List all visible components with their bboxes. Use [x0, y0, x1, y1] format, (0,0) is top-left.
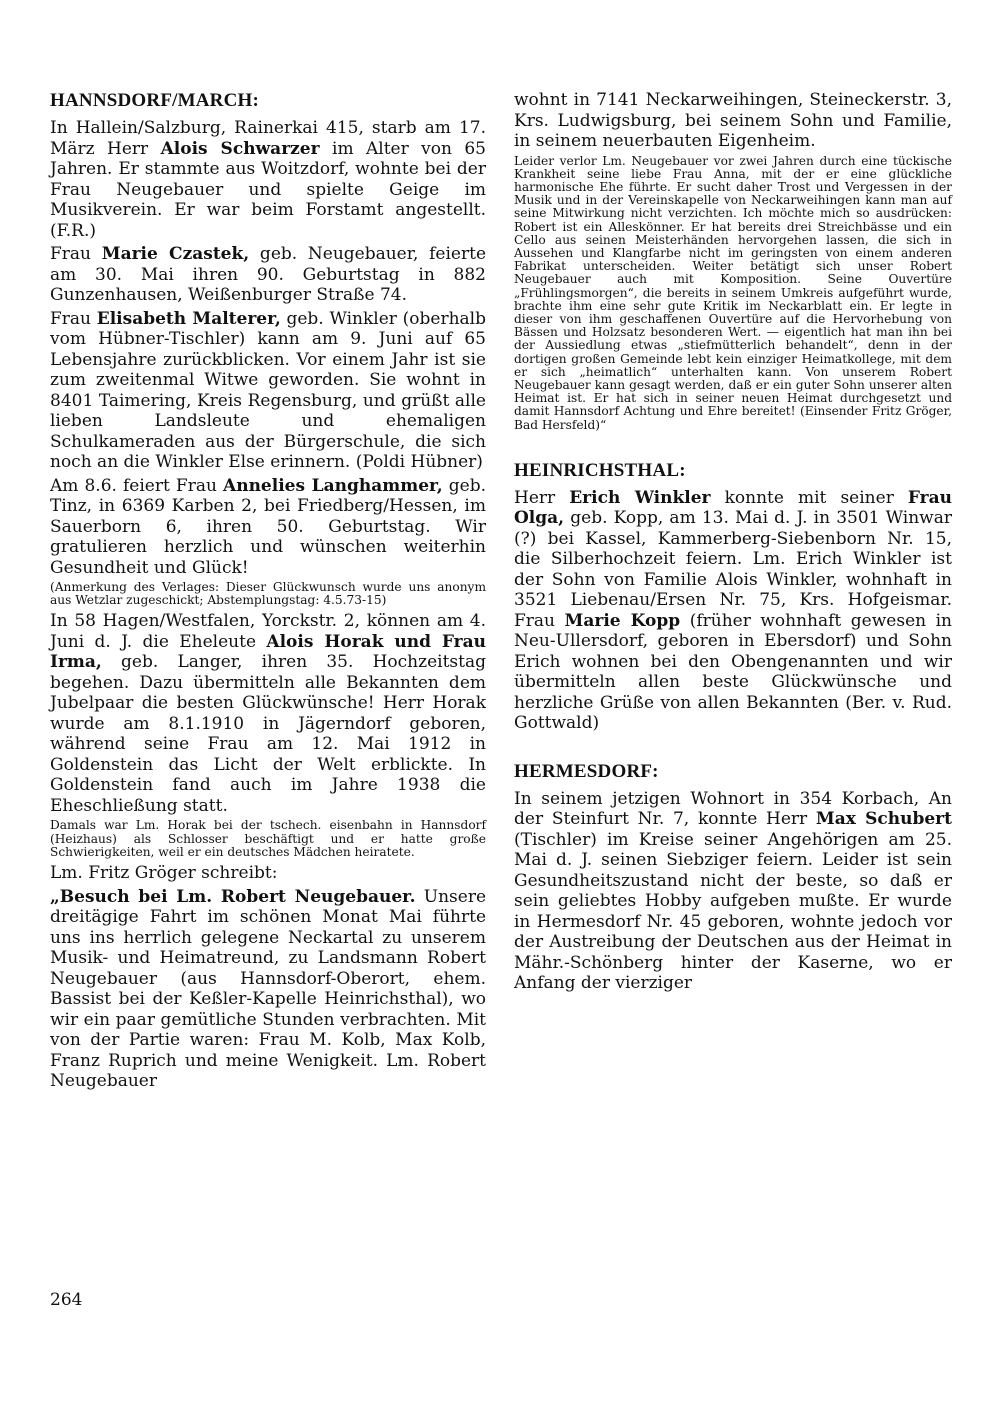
section-heading-hermesdorf: HERMESDORF:: [514, 760, 659, 782]
paragraph: [514, 488, 952, 734]
text: konnte mit seiner: [710, 487, 908, 508]
paragraph: [514, 789, 952, 994]
text: geb. Neugebauer, feierte am 30. Mai ihren 90. Geburtstag in 882 Gunzenhausen, Weißenburger Straße 74.: [50, 244, 487, 305]
name-bold: Marie Czastek,: [101, 244, 250, 264]
paragraph: wohnt in 7141 Neckarweihingen, Steineckerstr. 3, Krs. Ludwigsburg, bei seinem Sohn und Familie, in seinem neuerbauten Eigenheim.: [514, 90, 952, 151]
article-title-bold: „Besuch bei Lm. Robert Neugebauer.: [50, 886, 416, 907]
text: (Tischler) im Kreise seiner Angehörigen am 25. Mai d. J. seinen Siebziger feiern. Leider ist sein Gesundheitszustand nicht der beste, so daß er sein geliebtes Hobby aufgeben mußte. Er wurde in Hermesdorf Nr. 45 geboren, wohnte jedoch vor der Austreibung der Deutschen aus der Heimat in Mähr.-Schönberg hinter der Kaserne, wo er Anfang der vierziger: [514, 829, 952, 994]
text: In seinem jetzigen Wohnort in 354 Korbach, An der Steinfurt Nr. 7, konnte Herr: [514, 788, 952, 830]
text: geb. Winkler (oberhalb vom Hübner-Tischler) kann am 9. Juni auf 65 Lebensjahre zurückblicken. Vor einem Jahr ist sie zum zweitenmal Witwe geworden. Sie wohnt in 8401 Taimering, Kreis Regensburg, und grüßt alle lieben Landsleute und ehemaligen Schulkameraden aus der Bürgerschule, die sich noch an die Winkler Else erinnern. (Poldi Hübner): [50, 308, 486, 472]
right-column: [514, 90, 952, 997]
page-number: 264: [50, 1290, 83, 1310]
text: Frau: [50, 244, 102, 264]
name-bold: Erich Winkler: [569, 487, 711, 508]
section-heading-heinrichsthal: HEINRICHSTHAL:: [514, 459, 686, 481]
paragraph: Lm. Fritz Gröger schreibt:: [50, 863, 278, 884]
text: Am 8.6. feiert Frau: [50, 475, 224, 496]
name-bold: Alois Horak und Frau Irma,: [50, 631, 486, 673]
paragraph: [50, 244, 486, 306]
text: Unsere dreitägige Fahrt im schönen Monat Mai führte uns ins herrlich gelegene Neckartal zu unserem Musik- und Heimatreund, zu Landsmann Robert Neugebauer (aus Hannsdorf-Oberort, ehem. Bassist bei der Keßler-Kapelle Heinrichsthal), wo wir ein paar gemütliche Stunden verbrachten. Mit von der Partie waren: Frau M. Kolb, Max Kolb, Franz Ruprich und meine Wenigkeit. Lm. Robert Neugebauer: [50, 886, 487, 1092]
name-bold: Frau Olga,: [514, 487, 952, 529]
publisher-note: (Anmerkung des Verlages: Dieser Glückwunsch wurde uns anonym aus Wetzlar zugeschickt; Abstemplungstag: 4.5.73-15): [50, 580, 486, 608]
text: In 58 Hagen/Westfalen, Yorckstr. 2, können am 4. Juni d. J. die Eheleute: [50, 611, 486, 652]
text: In Hallein/Salzburg, Rainerkai 415, starb am 17. März Herr: [50, 118, 486, 159]
paragraph: [50, 118, 486, 241]
text: Herr: [514, 487, 570, 508]
text: geb. Langer, ihren 35. Hochzeitstag begehen. Dazu übermitteln alle Bekannten dem Jubelpaar die besten Glückwünsche! Herr Horak wurde am 8.1.1910 in Jägerndorf geboren, während seine Frau am 12. Mai 1912 in Goldenstein das Licht der Welt erblickte. In Goldenstein fand auch im Jahre 1938 die Eheschließung statt.: [50, 652, 486, 816]
text: (früher wohnhaft gewesen in Neu-Ullersdorf, geboren in Ebersdorf) und Sohn Erich wohnen bei den Obengenannten und wir übermitteln allen beste Glückwünsche und herzliche Grüße von allen Bekannten (Ber. v. Rud. Gottwald): [514, 610, 952, 734]
text: im Alter von 65 Jahren. Er stammte aus Woitzdorf, wohnte bei der Frau Neugebauer und spielte Geige im Musikverein. Er war beim Forstamt angestellt. (F.R.): [50, 138, 486, 241]
letter-text: Leider verlor Lm. Neugebauer vor zwei Jahren durch eine tückische Krankheit seine liebe Frau Anna, mit der er eine glückliche harmonische Ehe führte. Er sucht daher Trost und Vergessen in der Musik und in der Vereinskapelle von Neckarweihingen kann man auf seine Mitwirkung nicht verzichten. Ich möchte mich so ausdrücken: Robert ist ein Alleskönner. Er hat bereits drei Streichbässe und ein Cello aus seinen Meisterhänden hervorgehen lassen, die sich in Aussehen und Klangfarbe nicht im geringsten von einem anderen Fabrikat unterscheiden. Weiter betätigt sich unser Robert Neugebauer auch mit Komposition. Seine Ouvertüre „Frühlingsmorgen“, die bereits in seinem Umkreis aufgeführt wurde, brachte ihm eine sehr gute Kritik im Neckarblatt ein. Er legte in dieser von ihm geschaffenen Ouvertüre auf die Hervorhebung von Bässen und Holzsatz besonderen Wert. — eigentlich hat man ihn bei der Aussiedlung etwas „stiefmütterlich behandelt“, denn in der dortigen großen Gemeinde lebt kein einziger Heimatkollege, mit dem er sich „heimatlich“ unterhalten kann. Von unserem Robert Neugebauer kann gesagt werden, daß er ein guter Sohn unserer alten Heimat ist. Er hat sich in seiner neuen Heimat durchgesetzt und damit Hannsdorf Achtung und Ehre bereitet! (Einsender Fritz Gröger, Bad Hersfeld)“: [514, 153, 952, 432]
name-bold: Elisabeth Malterer,: [96, 308, 281, 329]
name-bold: Alois Schwarzer: [160, 138, 320, 159]
text: Frau: [50, 308, 97, 329]
left-column: [50, 90, 486, 1095]
text: geb. Kopp, am 13. Mai d. J. in 3501 Winwar (?) bei Kassel, Kammerberg-Siebenborn Nr. 15, die Silberhochzeit feiern. Lm. Erich Winkler ist der Sohn von Familie Alois Winkler, wohnhaft in 3521 Liebenau/Ersen Nr. 75, Krs. Hofgeismar. Frau: [514, 508, 952, 631]
name-bold: Max Schubert: [815, 809, 952, 830]
note: Damals war Lm. Horak bei der tschech. eisenbahn in Hannsdorf (Heizhaus) als Schlosser beschäftigt und er hatte große Schwierigkeiten, weil er ein deutsches Mädchen heiratete.: [50, 818, 486, 859]
name-bold: Marie Kopp: [564, 610, 681, 631]
paragraph: [50, 309, 486, 473]
paragraph: [50, 476, 486, 579]
section-heading-hannsdorf: HANNSDORF/MARCH:: [50, 90, 260, 111]
paragraph: [50, 611, 486, 816]
name-bold: Annelies Langhammer,: [223, 475, 443, 496]
paragraph: [50, 887, 486, 1092]
text: geb. Tinz, in 6369 Karben 2, bei Friedberg/Hessen, im Sauerborn 6, ihren 50. Geburtstag. Wir gratulieren herzlich und wünschen weiterhin Gesundheit und Glück!: [50, 475, 486, 578]
